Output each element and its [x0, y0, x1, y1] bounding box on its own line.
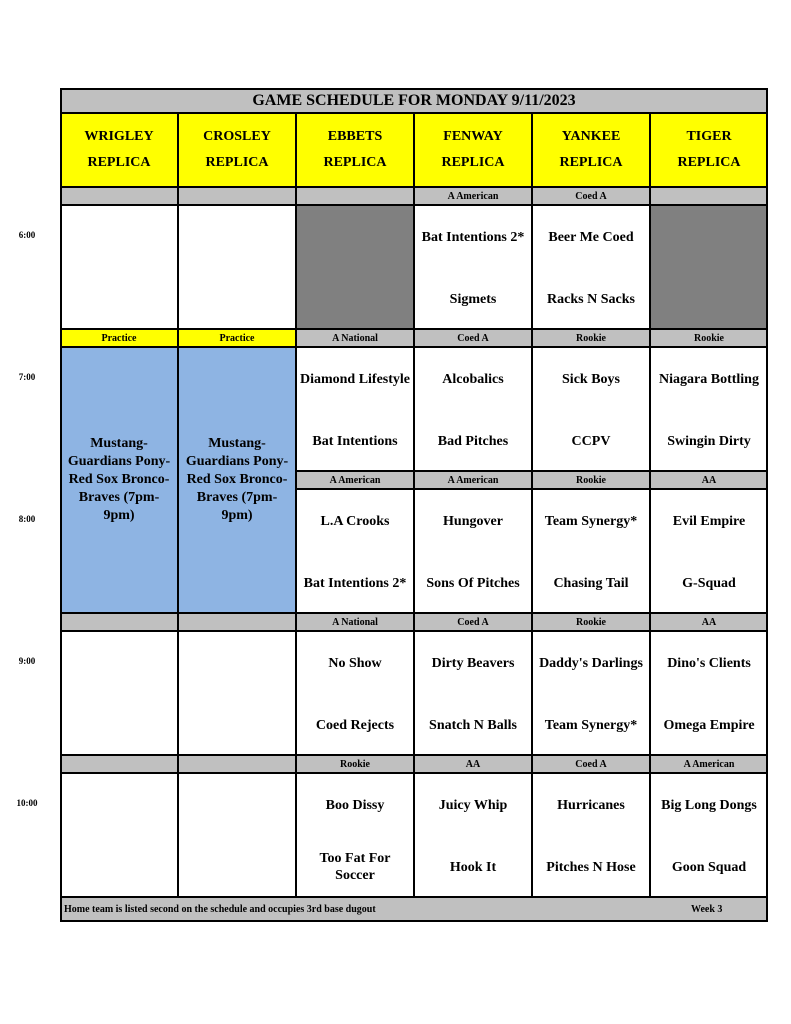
schedule-sheet: [60, 88, 768, 922]
away-team: Niagara Bottling: [659, 371, 759, 387]
home-team: Hook It: [449, 859, 497, 875]
division-label: Coed A: [575, 190, 607, 202]
away-team: Bat Intentions 2*: [421, 229, 525, 245]
division-band: [650, 613, 768, 631]
division-label: A American: [683, 758, 735, 770]
away-team: Hungover: [443, 513, 503, 529]
division-band: [414, 329, 532, 347]
division-band: [532, 613, 650, 631]
home-team: Sons Of Pitches: [426, 575, 520, 591]
division-band: [60, 613, 178, 631]
home-team: Swingin Dirty: [667, 433, 751, 449]
field-name: CROSLEY: [203, 129, 271, 144]
home-team: Pitches N Hose: [546, 859, 636, 875]
field-header: [414, 113, 532, 187]
division-band: [60, 329, 178, 347]
away-team: Beer Me Coed: [548, 229, 634, 245]
division-band: [650, 329, 768, 347]
division-band: [414, 187, 532, 205]
division-label: A American: [447, 190, 499, 202]
division-band: [296, 187, 414, 205]
game-cell: [650, 205, 768, 329]
away-team: Team Synergy*: [544, 513, 638, 529]
field-sub: REPLICA: [677, 155, 741, 170]
practice-block: [178, 347, 296, 613]
division-label: A National: [332, 616, 378, 628]
away-team: No Show: [328, 655, 382, 671]
home-team: Sigmets: [449, 291, 497, 307]
division-band: [532, 755, 650, 773]
home-team: Too Fat For Soccer: [319, 851, 391, 883]
division-band: [414, 471, 532, 489]
away-team: Sick Boys: [562, 371, 620, 387]
time-label: 9:00: [18, 656, 36, 666]
field-name: EBBETS: [327, 129, 383, 144]
division-band: [178, 613, 296, 631]
game-cell: [60, 205, 178, 329]
field-sub: REPLICA: [323, 155, 387, 170]
home-team: Goon Squad: [671, 859, 747, 875]
division-band: [296, 471, 414, 489]
division-band: [532, 471, 650, 489]
game-cell: [60, 631, 178, 755]
home-team: Bat Intentions: [312, 433, 398, 449]
division-band: [532, 329, 650, 347]
field-name: WRIGLEY: [84, 129, 154, 144]
home-team: Chasing Tail: [553, 575, 629, 591]
page-title: GAME SCHEDULE FOR MONDAY 9/11/2023: [252, 91, 576, 109]
game-cell: [650, 773, 768, 897]
division-label: AA: [701, 474, 717, 486]
division-label: Coed A: [457, 332, 489, 344]
division-label: Rookie: [340, 758, 370, 770]
away-team: Dino's Clients: [667, 655, 751, 671]
division-label: Coed A: [457, 616, 489, 628]
division-label: Practice: [219, 332, 255, 344]
field-header: [296, 113, 414, 187]
away-team: L.A Crooks: [320, 513, 390, 529]
away-team: Diamond Lifestyle: [299, 371, 411, 387]
division-label: A National: [332, 332, 378, 344]
field-sub: REPLICA: [441, 155, 505, 170]
division-label: Rookie: [576, 474, 606, 486]
game-cell: [178, 205, 296, 329]
field-name: YANKEE: [561, 129, 621, 144]
field-header: [532, 113, 650, 187]
division-label: AA: [701, 616, 717, 628]
division-band: [414, 755, 532, 773]
practice-text: Mustang-Guardians Pony-Red Sox Bronco-Braves (7pm-9pm): [67, 436, 171, 523]
game-cell: [414, 773, 532, 897]
division-band: [650, 471, 768, 489]
time-label: 8:00: [18, 514, 36, 524]
game-cell: [414, 489, 532, 613]
game-cell: [532, 631, 650, 755]
home-team: Coed Rejects: [315, 717, 395, 733]
division-label: Rookie: [694, 332, 724, 344]
division-band: [60, 755, 178, 773]
time-label: 6:00: [18, 230, 36, 240]
game-cell: [296, 773, 414, 897]
game-cell: [178, 773, 296, 897]
game-cell: [650, 489, 768, 613]
home-team: Bat Intentions 2*: [303, 575, 407, 591]
home-team: Racks N Sacks: [547, 291, 635, 307]
field-header: [650, 113, 768, 187]
division-band: [178, 329, 296, 347]
away-team: Evil Empire: [672, 513, 746, 529]
away-team: Boo Dissy: [325, 797, 385, 813]
division-band: [296, 613, 414, 631]
division-band: [650, 187, 768, 205]
game-cell: [178, 631, 296, 755]
field-header: [178, 113, 296, 187]
game-cell: [532, 489, 650, 613]
away-team: Alcobalics: [442, 371, 504, 387]
game-cell: [650, 347, 768, 471]
home-team: Team Synergy*: [544, 717, 638, 733]
game-cell: [414, 205, 532, 329]
division-band: [178, 755, 296, 773]
away-team: Daddy's Darlings: [539, 655, 643, 671]
away-team: Juicy Whip: [438, 797, 508, 813]
field-name: FENWAY: [443, 129, 503, 144]
game-cell: [296, 631, 414, 755]
division-label: Rookie: [576, 616, 606, 628]
home-team: Snatch N Balls: [429, 717, 517, 733]
home-team: Bad Pitches: [437, 433, 509, 449]
field-sub: REPLICA: [205, 155, 269, 170]
away-team: Dirty Beavers: [431, 655, 515, 671]
division-label: Rookie: [576, 332, 606, 344]
footer-week: Week 3: [691, 904, 723, 915]
game-cell: [296, 205, 414, 329]
division-band: [650, 755, 768, 773]
game-cell: [296, 347, 414, 471]
footer-note: Home team is listed second on the schedule and occupies 3rd base dugout: [64, 904, 376, 915]
game-cell: [414, 347, 532, 471]
home-team: G-Squad: [682, 575, 736, 591]
game-cell: [532, 773, 650, 897]
field-header: [60, 113, 178, 187]
game-cell: [650, 631, 768, 755]
game-cell: [296, 489, 414, 613]
game-cell: [60, 773, 178, 897]
time-label: 7:00: [18, 372, 36, 382]
away-team: Big Long Dongs: [661, 797, 757, 813]
home-team: CCPV: [571, 433, 611, 449]
game-cell: [532, 347, 650, 471]
time-label: 10:00: [16, 798, 38, 808]
practice-text: Mustang-Guardians Pony-Red Sox Bronco-Braves (7pm-9pm): [185, 436, 289, 523]
division-band: [178, 187, 296, 205]
game-cell: [414, 631, 532, 755]
division-label: A American: [447, 474, 499, 486]
division-label: A American: [329, 474, 381, 486]
field-sub: REPLICA: [559, 155, 623, 170]
game-cell: [532, 205, 650, 329]
division-band: [414, 613, 532, 631]
field-sub: REPLICA: [87, 155, 151, 170]
division-band: [296, 329, 414, 347]
division-band: [296, 755, 414, 773]
division-label: Coed A: [575, 758, 607, 770]
footer-bar: [60, 897, 768, 922]
field-name: TIGER: [686, 129, 732, 144]
home-team: Omega Empire: [663, 717, 755, 733]
division-label: Practice: [101, 332, 137, 344]
division-label: AA: [465, 758, 481, 770]
practice-block: [60, 347, 178, 613]
division-band: [532, 187, 650, 205]
division-band: [60, 187, 178, 205]
title-bar: [60, 88, 768, 113]
away-team: Hurricanes: [557, 797, 625, 813]
